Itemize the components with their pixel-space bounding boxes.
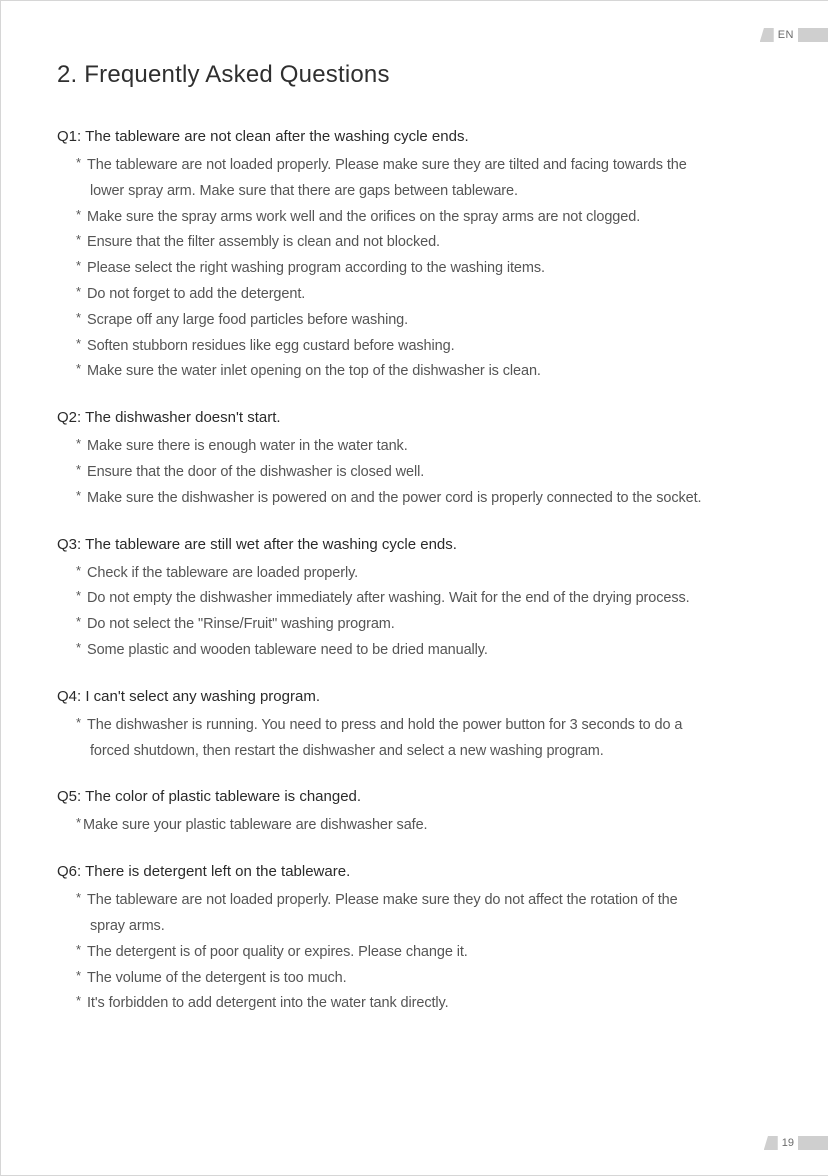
faq-answer-item: * Do not forget to add the detergent. — [57, 282, 787, 308]
faq-answer-item: * Scrape off any large food particles before washing. — [57, 308, 787, 334]
faq-answer-item: * Soften stubborn residues like egg custard before washing. — [57, 334, 787, 360]
faq-answer-list — [57, 434, 787, 511]
faq-section-q2 — [57, 407, 787, 511]
language-label: EN — [774, 28, 798, 42]
bullet-star-icon: * — [76, 461, 81, 477]
faq-answer-item: * The dishwasher is running. You need to press and hold the power button for 3 seconds to do a forced shutdown, then restart the dishwasher and select a new washing program. — [57, 713, 787, 765]
page-title: 2. Frequently Asked Questions — [57, 61, 390, 88]
faq-answer-item: * Please select the right washing program according to the washing items. — [57, 256, 787, 282]
faq-answer-item: * Do not empty the dishwasher immediately after washing. Wait for the end of the drying process. — [57, 586, 787, 612]
faq-section-q1 — [57, 126, 787, 385]
bullet-star-icon: * — [76, 890, 81, 906]
bullet-star-icon: * — [76, 487, 81, 503]
faq-answer-item: * Make sure the water inlet opening on the top of the dishwasher is clean. — [57, 359, 787, 385]
faq-question: Q5: The color of plastic tableware is changed. — [57, 788, 362, 806]
language-tab — [760, 28, 828, 42]
bullet-star-icon: * — [76, 614, 81, 630]
faq-answer-list — [57, 888, 787, 1017]
bullet-star-icon: * — [76, 361, 81, 377]
tab-decoration-left — [764, 1136, 778, 1150]
bullet-star-icon: * — [76, 562, 81, 578]
faq-answer-item: * Check if the tableware are loaded properly. — [57, 561, 787, 587]
bullet-star-icon: * — [76, 639, 81, 655]
bullet-star-icon: * — [76, 941, 81, 957]
faq-answer-item: * The detergent is of poor quality or expires. Please change it. — [57, 940, 787, 966]
tab-decoration-right — [798, 1136, 828, 1150]
faq-question: Q6: There is detergent left on the tableware. — [57, 863, 351, 881]
bullet-star-icon: * — [76, 283, 81, 299]
bullet-star-icon: * — [76, 232, 81, 248]
faq-answer-item: * It's forbidden to add detergent into the water tank directly. — [57, 991, 787, 1017]
faq-question: Q4: I can't select any washing program. — [57, 687, 320, 705]
faq-section-q6 — [57, 861, 787, 1017]
faq-section-q4 — [57, 686, 787, 765]
faq-answer-list — [57, 713, 787, 765]
page-number-tab — [764, 1136, 828, 1150]
bullet-star-icon: * — [76, 206, 81, 222]
faq-question: Q2: The dishwasher doesn't start. — [57, 409, 281, 427]
bullet-star-icon: * — [76, 714, 81, 730]
faq-section-q5 — [57, 786, 787, 839]
faq-answer-item: * The tableware are not loaded properly. Please make sure they do not affect the rotation of the spray arms. — [57, 888, 787, 940]
bullet-star-icon: * — [76, 155, 81, 170]
bullet-star-icon: * — [76, 309, 81, 325]
bullet-star-icon: * — [76, 993, 81, 1009]
faq-answer-list — [57, 561, 787, 664]
faq-answer-item: * The tableware are not loaded properly. Please make sure they are tilted and facing towards the lower spray arm. Make sure that there are gaps between tableware. — [57, 153, 787, 205]
bullet-star-icon: * — [76, 436, 81, 452]
faq-answer-list — [57, 813, 787, 839]
faq-answer-item: * Make sure the dishwasher is powered on and the power cord is properly connected to the socket. — [57, 486, 787, 512]
faq-answer-item: * Ensure that the filter assembly is clean and not blocked. — [57, 230, 787, 256]
bullet-star-icon: * — [76, 967, 81, 983]
faq-answer-item: * Make sure your plastic tableware are dishwasher safe. — [57, 813, 787, 839]
faq-answer-item: * Make sure there is enough water in the water tank. — [57, 434, 787, 460]
faq-answer-item: * Some plastic and wooden tableware need to be dried manually. — [57, 638, 787, 664]
bullet-star-icon: * — [76, 335, 81, 351]
bullet-star-icon: * — [76, 815, 81, 831]
faq-answer-item: * The volume of the detergent is too much. — [57, 966, 787, 992]
faq-answer-item: * Make sure the spray arms work well and the orifices on the spray arms are not clogged. — [57, 205, 787, 231]
tab-decoration-left — [760, 28, 774, 42]
faq-question: Q1: The tableware are not clean after the washing cycle ends. — [57, 128, 469, 145]
faq-section-q3 — [57, 534, 787, 664]
faq-question: Q3: The tableware are still wet after the washing cycle ends. — [57, 535, 457, 553]
tab-decoration-right — [798, 28, 828, 42]
bullet-star-icon: * — [76, 588, 81, 604]
faq-content — [57, 126, 787, 1039]
faq-answer-item: * Do not select the "Rinse/Fruit" washing program. — [57, 612, 787, 638]
page-number: 19 — [778, 1136, 798, 1150]
faq-answer-item: * Ensure that the door of the dishwasher is closed well. — [57, 460, 787, 486]
faq-answer-list — [57, 153, 787, 385]
bullet-star-icon: * — [76, 258, 81, 274]
